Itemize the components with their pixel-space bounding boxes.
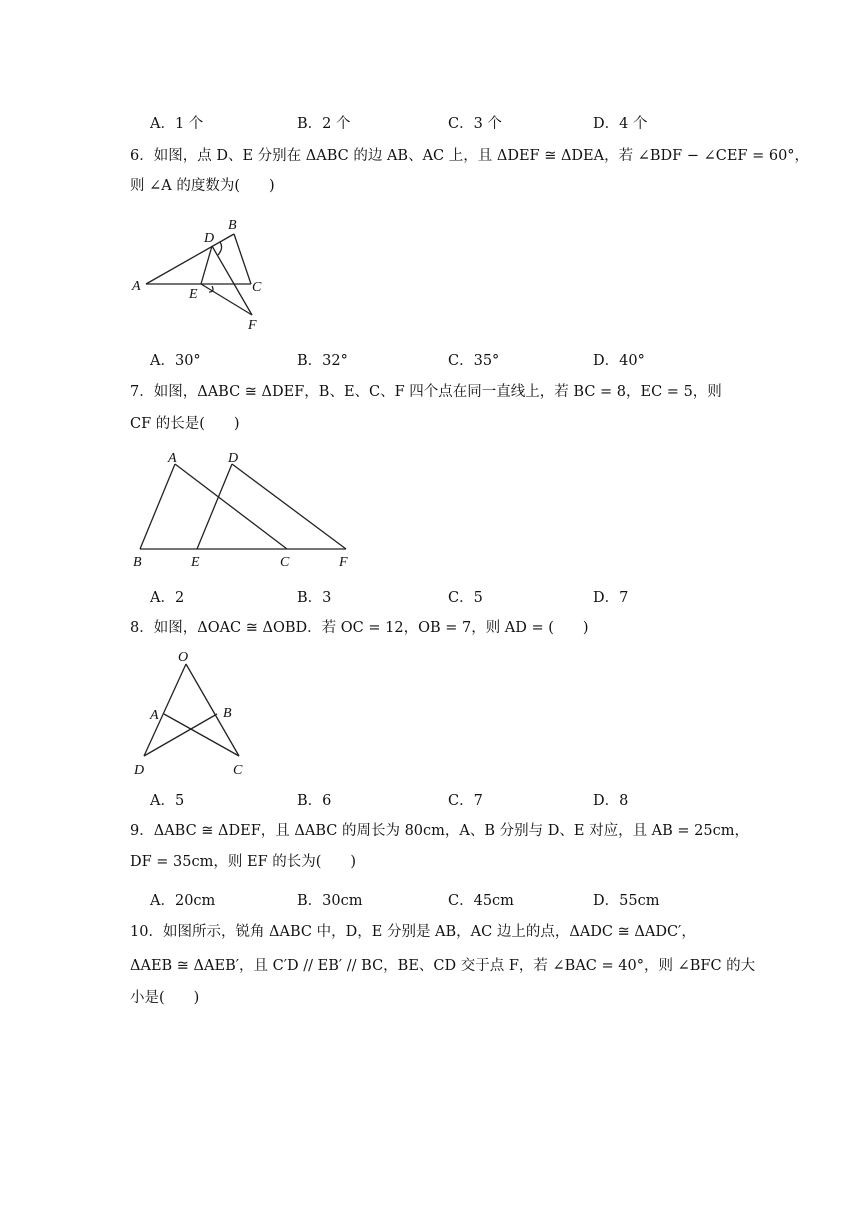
q9-option-d: D．55cm [593, 893, 660, 909]
q6-label-c: C [252, 280, 262, 295]
q9-option-a: A．20cm [150, 893, 216, 909]
q8-label-c: C [233, 763, 243, 778]
q6-option-d: D．40° [593, 353, 645, 369]
q6-stem-line1: 6．如图，点 D、E 分别在 ΔABC 的边 AB、AC 上，且 ΔDEF ≅ ΔDEA，若 ∠BDF − ∠CEF = 60°， [130, 148, 810, 164]
q6-segment-df [212, 246, 252, 315]
q5-option-a: A．1 个 [150, 116, 204, 132]
q7-option-b: B．3 [297, 590, 332, 606]
q7-label-d: D [228, 451, 239, 466]
q6-segment-ab [146, 234, 234, 284]
q7-label-e: E [191, 555, 200, 570]
q7-stem-line1: 7．如图，ΔABC ≅ ΔDEF，B、E、C、F 四个点在同一直线上，若 BC = 8，EC = 5，则 [130, 384, 722, 400]
q7-label-b: B [133, 555, 142, 570]
q9-stem-line1: 9．ΔABC ≅ ΔDEF，且 ΔABC 的周长为 80cm，A、B 分别与 D、E 对应，且 AB = 25cm， [130, 823, 749, 839]
q9-stem-line2: DF = 35cm，则 EF 的长为( ) [130, 854, 357, 870]
q6-segment-ef [201, 284, 252, 315]
q7-label-c: C [280, 555, 290, 570]
q6-label-a: A [132, 279, 141, 294]
q9-option-c: C．45cm [448, 893, 514, 909]
q8-figure [128, 646, 258, 778]
q10-stem-line2: ΔAEB ≅ ΔAEB′，且 C′D // EB′ // BC，BE、CD 交于点 F，若 ∠BAC = 40°，则 ∠BFC 的大 [130, 958, 756, 974]
q7-label-f: F [339, 555, 348, 570]
q8-label-b: B [223, 706, 232, 721]
q8-option-b: B．6 [297, 793, 332, 809]
q10-stem-line3: 小是( ) [130, 990, 200, 1006]
q7-label-a: A [168, 451, 177, 466]
q8-stem-line1: 8．如图，ΔOAC ≅ ΔOBD．若 OC = 12，OB = 7，则 AD = ( ) [130, 620, 589, 636]
q8-label-o: O [178, 650, 189, 665]
q8-option-c: C．7 [448, 793, 483, 809]
q5-option-b: B．2 个 [297, 116, 351, 132]
q8-option-d: D．8 [593, 793, 629, 809]
q6-option-a: A．30° [150, 353, 201, 369]
q5-option-c: C．3 个 [448, 116, 502, 132]
q9-option-b: B．30cm [297, 893, 363, 909]
q6-figure [128, 210, 278, 335]
q7-option-d: D．7 [593, 590, 629, 606]
q7-figure [128, 446, 360, 574]
q7-segment-df [232, 464, 346, 549]
q6-stem-line2: 则 ∠A 的度数为( ) [130, 178, 275, 194]
q8-label-d: D [134, 763, 145, 778]
q10-stem-line1: 10．如图所示，锐角 ΔABC 中，D，E 分别是 AB，AC 边上的点，ΔADC ≅ ΔADC′， [130, 924, 696, 940]
q7-option-c: C．5 [448, 590, 483, 606]
q5-option-d: D．4 个 [593, 116, 648, 132]
q6-option-c: C．35° [448, 353, 500, 369]
q6-label-b: B [228, 218, 237, 233]
q6-option-b: B．32° [297, 353, 348, 369]
q7-stem-line2: CF 的长是( ) [130, 416, 240, 432]
q6-label-f: F [248, 318, 257, 333]
q6-segment-bc [234, 234, 251, 284]
q7-segment-de [197, 464, 232, 549]
q8-label-a: A [150, 708, 159, 723]
q7-segment-ab [140, 464, 175, 549]
q6-label-d: D [204, 231, 215, 246]
q7-option-a: A．2 [150, 590, 185, 606]
q6-angle-mark-d [218, 242, 222, 255]
q8-option-a: A．5 [150, 793, 185, 809]
q7-segment-ac [175, 464, 287, 549]
q6-label-e: E [189, 287, 198, 302]
